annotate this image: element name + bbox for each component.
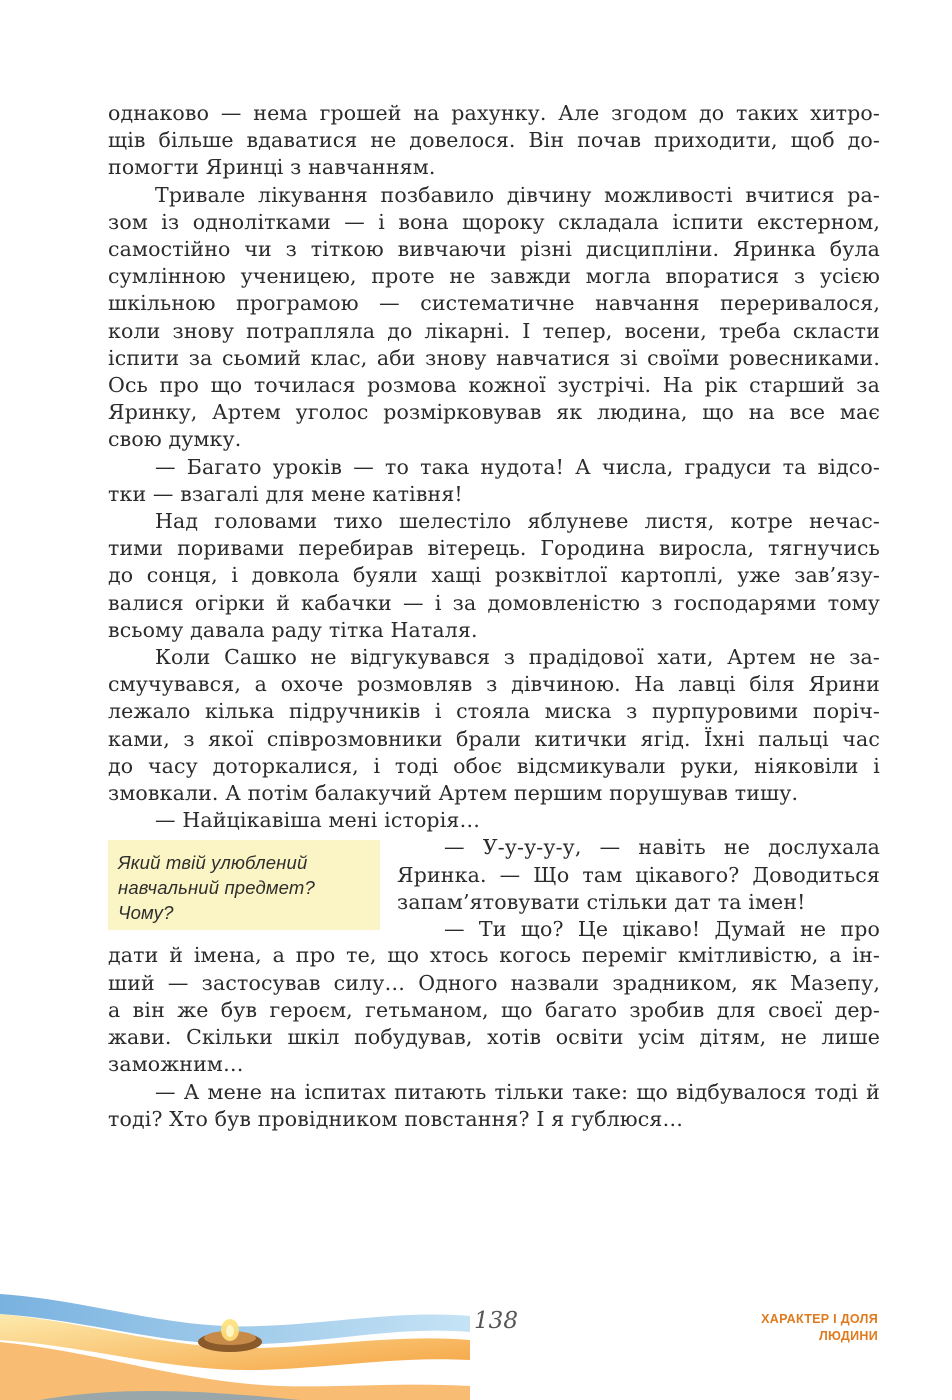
text-line: самостійно чи з тіткою вивчаючи різні дисципліни. Яринка була <box>108 237 880 262</box>
text-line: тими поривами перебирав вітерець. Городина виросла, тягнучись <box>108 536 880 561</box>
text-line: Яринку, Артем уголос розмірковував як людина, що на все має <box>108 400 880 425</box>
main-text <box>108 100 880 1133</box>
paragraph-5 <box>108 644 880 807</box>
text-line: сумлінною ученицею, проте не завжди могла впоратися з усією <box>108 264 880 289</box>
text-line: свою думку. <box>108 427 242 452</box>
text-line: шкільною програмою — систематичне навчання переривалося, <box>108 291 880 316</box>
text-line: тоді? Хто був провідником повстання? І я гублюся… <box>108 1106 684 1131</box>
text-line: ками, з якої співрозмовники брали китички ягід. Їхні пальці час <box>108 726 880 751</box>
text-line: смучувався, а охоче розмовляв з дівчиною. На лавці біля Ярини <box>108 672 880 697</box>
paragraph-8 <box>108 942 880 1078</box>
text-line: лежало кілька підручників і стояла миска з пурпуровими поріч- <box>108 699 880 724</box>
question-line: навчальний предмет? <box>118 877 315 899</box>
text-line: — Багато уроків — то така нудота! А числа, градуси та відсо- <box>155 454 880 479</box>
footer-decoration <box>0 1290 470 1400</box>
paragraph-2 <box>108 182 880 454</box>
text-line: до часу доторкалися, і тоді обоє відсмикували руки, ніяковіли і <box>108 753 880 778</box>
paragraph-4 <box>108 508 880 644</box>
text-line: ший — застосував силу… Одного назвали зрадником, як Мазепу, <box>108 970 880 995</box>
question-box <box>108 840 380 930</box>
callout-row <box>108 834 880 942</box>
text-line: Над головами тихо шелестіло яблуневе листя, котре нечас- <box>155 509 880 534</box>
text-line: тки — взагалі для мене катівня! <box>108 481 463 506</box>
callout-text <box>397 834 880 943</box>
text-line: а він же був героєм, гетьманом, що багато зробив для своєї дер- <box>108 997 880 1022</box>
text-line: Коли Сашко не відгукувався з прадідової хати, Артем не за- <box>155 645 880 670</box>
text-line: — А мене на іспитах питають тільки таке: що відбувалося тоді й <box>155 1079 880 1104</box>
text-line: щів більше вдаватися не довелося. Він почав приходити, щоб до- <box>108 128 880 153</box>
text-line: іспити за сьомий клас, аби знову навчатися зі своїми ровесниками. <box>108 345 880 370</box>
paragraph-3 <box>108 454 880 508</box>
running-head-line: ЛЮДИНИ <box>818 1329 878 1343</box>
text-line: до сонця, і довкола буяли хащі розквітлої картоплі, уже зав’язу- <box>108 563 880 588</box>
text-line: заможним… <box>108 1052 244 1077</box>
text-line: валися огірки й кабачки — і за домовленістю з господарями тому <box>108 590 880 615</box>
text-line: Ось про що точилася розмова кожної зустрічі. На рік старший за <box>108 373 880 398</box>
text-line: — Ти що? Це цікаво! Думай не про <box>444 917 880 942</box>
text-line: всьому давала раду тітка Наталя. <box>108 617 478 642</box>
oil-lamp-icon <box>198 1319 262 1352</box>
question-text <box>118 850 370 925</box>
running-head <box>761 1311 878 1345</box>
text-line: помогти Яринці з навчанням. <box>108 155 436 180</box>
question-line: Який твій улюблений <box>118 852 308 874</box>
text-line: запам’ятовувати стільки дат та імен! <box>397 889 806 914</box>
paragraph-6 <box>108 807 880 834</box>
page-number: 138 <box>474 1308 518 1334</box>
running-head-line: ХАРАКТЕР І ДОЛЯ <box>761 1312 878 1326</box>
text-line: зом із однолітками — і вона щороку складала іспити екстерном, <box>108 209 880 234</box>
question-line: Чому? <box>118 902 174 924</box>
paragraph-9 <box>108 1079 880 1133</box>
text-line: змовкали. А потім балакучий Артем першим порушував тишу. <box>108 781 799 806</box>
paragraph-1 <box>108 100 880 182</box>
text-line: Тривале лікування позбавило дівчину можливості вчитися ра- <box>155 182 880 207</box>
text-line: — Найцікавіша мені історія… <box>155 808 481 833</box>
text-line: коли знову потрапляла до лікарні. І тепер, восени, треба скласти <box>108 318 880 343</box>
text-line: однаково — нема грошей на рахунку. Але згодом до таких хитро- <box>108 101 880 125</box>
text-line: дати й імена, а про те, що хтось когось переміг кмітливістю, а ін- <box>108 943 880 968</box>
text-line: — У-у-у-у-у, — навіть не дослухала <box>444 835 880 860</box>
text-line: жави. Скільки шкіл побудував, хотів освіти усім дітям, не лише <box>108 1025 880 1050</box>
text-line: Яринка. — Що там цікавого? Доводиться <box>397 862 880 887</box>
